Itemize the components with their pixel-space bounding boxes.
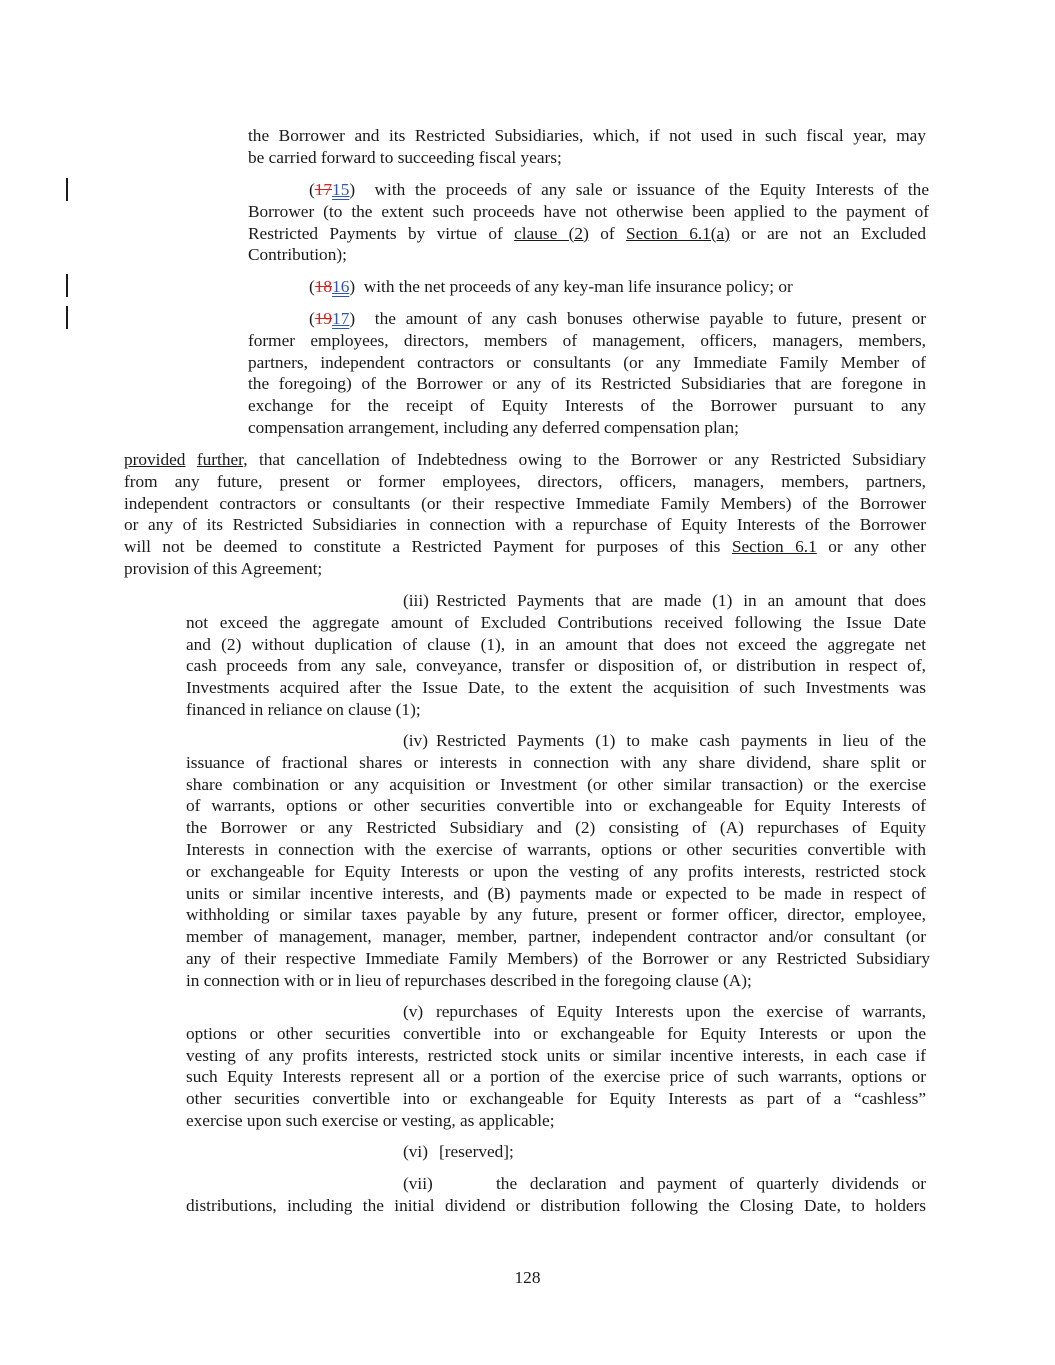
text-line: financed in reliance on clause (1); — [186, 699, 421, 719]
text-line: options or other securities convertible into or exchangeable for Equity Interests or upon the — [186, 1023, 926, 1043]
text-line: withholding or similar taxes payable by any future, present or former officer, director, employee, — [186, 905, 926, 925]
clause-label: (iii) — [403, 591, 429, 610]
text-line: the foregoing) of the Borrower or any of its Restricted Subsidiaries that are foregone in — [248, 374, 926, 394]
text-line: the Borrower and its Restricted Subsidiaries, which, if not used in such fiscal year, may — [248, 126, 926, 145]
text-line: such Equity Interests represent all or a portion of the exercise price of such warrants, options or — [186, 1067, 926, 1087]
text-line: exchange for the receipt of Equity Interests of the Borrower pursuant to any — [248, 396, 926, 416]
text-line: will not be deemed to constitute a Restricted Payment for purposes of this Section 6.1 or any other — [124, 537, 926, 557]
list-item-16 — [248, 276, 929, 298]
text-line: or exchangeable for Equity Interests or upon the vesting of any profits interests, restricted stock — [186, 861, 926, 881]
change-bar — [66, 274, 68, 297]
text-line: or any of its Restricted Subsidiaries in connection with a repurchase of Equity Interests of the Borrower — [124, 515, 926, 535]
deleted-number: 17 — [314, 180, 333, 199]
text-line: not exceed the aggregate amount of Excluded Contributions received following the Issue Date — [186, 612, 926, 632]
text-line: (1715) with the proceeds of any sale or issuance of the Equity Interests of the — [309, 180, 929, 199]
list-item-15 — [248, 179, 929, 266]
change-bar — [66, 306, 68, 329]
text-line: Investments acquired after the Issue Date, to the extent the acquisition of such Investments was — [186, 678, 926, 698]
deleted-number: 19 — [314, 309, 333, 328]
text-line: in connection with or in lieu of repurchases described in the foregoing clause (A); — [186, 970, 752, 990]
text-line: (iii) Restricted Payments that are made (1) in an amount that does — [403, 591, 926, 610]
section-reference: Section 6.1(a) — [625, 223, 730, 243]
text-line: compensation arrangement, including any deferred compensation plan; — [248, 417, 739, 437]
page-number: 128 — [514, 1268, 541, 1287]
change-bar — [66, 178, 68, 201]
text-line: (1816) with the net proceeds of any key-man life insurance policy; or — [309, 277, 793, 296]
text-line: and (2) without duplication of clause (1), in an amount that does not exceed the aggregate net — [186, 634, 926, 654]
text-line: Contribution); — [248, 245, 347, 265]
text-line: (1917) the amount of any cash bonuses otherwise payable to future, present or — [309, 309, 927, 328]
text-line: independent contractors or consultants (or their respective Immediate Family Members) of the Borrower — [124, 493, 926, 513]
clause-iii — [186, 590, 926, 721]
text-line: any of their respective Immediate Family Members) of the Borrower or any Restricted Subsidiary — [186, 948, 930, 968]
text-line: distributions, including the initial dividend or distribution following the Closing Date, to holders — [186, 1195, 926, 1215]
continuation-paragraph — [248, 125, 926, 169]
text-line: units or similar incentive interests, and (B) payments made or expected to be made in respect of — [186, 883, 926, 903]
clause-label: (vii) — [403, 1174, 433, 1193]
inserted-number: 17 — [332, 309, 350, 328]
text-line: from any future, present or former employees, directors, officers, managers, members, partners, — [124, 471, 926, 491]
text-line: (iv) Restricted Payments (1) to make cash payments in lieu of the — [403, 731, 926, 750]
text-line: vesting of any profits interests, restricted stock units or similar incentive interests, in each case if — [186, 1045, 926, 1065]
text-line: the Borrower or any Restricted Subsidiary and (2) consisting of (A) repurchases of Equity — [186, 818, 926, 838]
further-term: further — [196, 450, 244, 469]
text-line: issuance of fractional shares or interests in connection with any share dividend, share split or — [186, 752, 926, 772]
text-line: other securities convertible into or exchangeable for Equity Interests as part of a “cashless” — [186, 1089, 926, 1109]
text-line: be carried forward to succeeding fiscal years; — [248, 147, 562, 167]
inserted-number: 15 — [332, 180, 350, 199]
text-line: provision of this Agreement; — [124, 558, 323, 578]
text-line: partners, independent contractors or consultants (or any Immediate Family Member of — [248, 352, 926, 372]
text-line: exercise upon such exercise or vesting, as applicable; — [186, 1110, 555, 1130]
text-line: (v) repurchases of Equity Interests upon the exercise of warrants, — [403, 1002, 926, 1021]
text-line: former employees, directors, members of management, officers, managers, members, — [248, 330, 926, 350]
text-line: Interests in connection with the exercise of warrants, options or other securities convertible with — [186, 839, 926, 859]
clause-vi — [186, 1141, 926, 1163]
clause-label: (v) — [403, 1002, 424, 1021]
text-line: share combination or any acquisition or Investment (or other similar transaction) or the exercise — [186, 774, 926, 794]
text-line: member of management, manager, member, partner, independent contractor and/or consultant (or — [186, 927, 926, 947]
deleted-number: 18 — [314, 277, 333, 296]
text-line: Borrower (to the extent such proceeds have not otherwise been applied to the payment of — [248, 201, 929, 221]
list-item-17 — [248, 308, 926, 439]
text-line: cash proceeds from any sale, conveyance, transfer or disposition of, or distribution in respect of, — [186, 656, 926, 676]
text-line: of warrants, options or other securities convertible into or exchangeable for Equity Interests of — [186, 796, 926, 816]
clause-v — [186, 1001, 926, 1132]
text-line: (vii) the declaration and payment of quarterly dividends or — [403, 1174, 926, 1193]
text-line: (vi) [reserved]; — [403, 1142, 514, 1161]
clause-label: (vi) — [403, 1142, 428, 1161]
proviso-paragraph — [124, 449, 926, 580]
clause-label: (iv) — [403, 731, 428, 750]
clause-reference: clause (2) — [514, 223, 589, 243]
text-line: provided further, that cancellation of Indebtedness owing to the Borrower or any Restricted Subsidiary — [124, 450, 926, 469]
provided-term: provided — [124, 450, 186, 469]
inserted-number: 16 — [332, 277, 350, 296]
clause-iv — [186, 730, 930, 992]
text-line: Restricted Payments by virtue of clause (2) of Section 6.1(a) or are not an Excluded — [248, 223, 926, 243]
section-reference: Section 6.1 — [731, 537, 817, 557]
clause-vii — [186, 1173, 926, 1217]
